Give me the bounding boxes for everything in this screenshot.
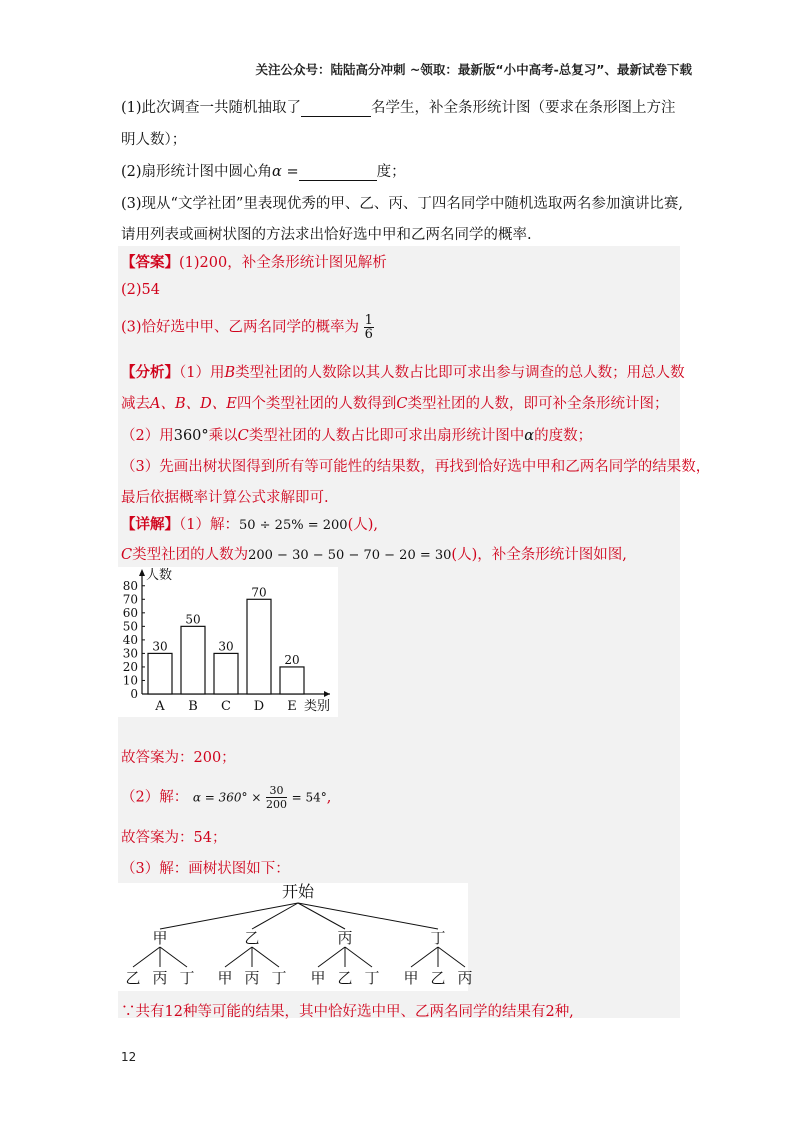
analysis-var: A、B、D、E bbox=[150, 396, 237, 412]
tree-leaf-node: 乙 bbox=[125, 969, 141, 987]
y-tick-label: 80 bbox=[122, 578, 138, 593]
detail-math: 50 ÷ 25% = 200 bbox=[238, 518, 348, 533]
tree-edge bbox=[133, 947, 160, 967]
bar-C bbox=[214, 653, 238, 694]
analysis-var: B bbox=[224, 365, 236, 381]
bar-E bbox=[280, 667, 304, 694]
question-3-cont: 请用列表或画树状图的方法求出恰好选中甲和乙两名同学的概率. bbox=[121, 227, 532, 243]
tree-root: 开始 bbox=[281, 882, 315, 901]
detail-line-5 bbox=[121, 1000, 574, 1021]
y-axis-label: 人数 bbox=[146, 568, 173, 583]
tree-leaf-node: 丙 bbox=[457, 969, 473, 987]
y-axis-arrow bbox=[139, 569, 145, 576]
x-axis-arrow bbox=[324, 691, 330, 697]
analysis-text: 类型社团的人数除以其人数占比即可求出参与调查的总人数；用总人数 bbox=[235, 365, 685, 381]
tree-leaf-node: 丙 bbox=[244, 969, 260, 987]
tree-level1-node: 丙 bbox=[337, 929, 353, 947]
y-tick-label: 10 bbox=[122, 673, 138, 688]
page-header: 关注公众号：陆陆高分冲刺 ~领取：最新版“小中高考-总复习”、最新试卷下载 bbox=[255, 62, 692, 77]
detail-text: 类型社团的人数为 bbox=[132, 547, 249, 563]
tree-edge bbox=[345, 947, 372, 967]
y-tick-label: 60 bbox=[122, 605, 138, 620]
detail-var: C bbox=[121, 547, 133, 563]
detail-text: , bbox=[326, 789, 332, 806]
detail-line-4: （3）解：画树状图如下： bbox=[121, 861, 290, 877]
detail-math: 200 − 30 − 50 − 70 − 20 = 30 bbox=[248, 548, 452, 563]
detail-text: (人), bbox=[347, 517, 378, 533]
analysis-text: 四个类型社团的人数得到 bbox=[236, 396, 397, 412]
x-tick-label: B bbox=[188, 699, 198, 714]
fraction-denominator: 6 bbox=[364, 327, 373, 342]
q2-text-a: (2)扇形统计图中圆心角 bbox=[121, 164, 273, 180]
question-3: (3)现从“文学社团”里表现优秀的甲、乙、丙、丁四名同学中随机选取两名参加演讲比赛, bbox=[121, 196, 683, 212]
y-tick-label: 70 bbox=[122, 592, 138, 607]
answer-line-2: (2)54 bbox=[121, 282, 160, 298]
analysis-text: （1）用 bbox=[179, 365, 225, 381]
tree-level1-node: 乙 bbox=[244, 929, 260, 947]
detail-math: α = 360° × bbox=[192, 790, 262, 805]
y-tick-label: 20 bbox=[122, 659, 138, 674]
tree-level1-node: 甲 bbox=[152, 929, 168, 947]
tree-leaf-node: 丁 bbox=[364, 969, 380, 987]
tree-leaf-node: 甲 bbox=[403, 969, 419, 987]
fraction-numerator: 1 bbox=[364, 313, 373, 328]
tree-leaf-node: 乙 bbox=[430, 969, 446, 987]
detail-number: 12 bbox=[164, 1004, 183, 1020]
bar-D bbox=[247, 599, 271, 694]
detail-fraction bbox=[266, 784, 287, 811]
answer-line-3 bbox=[121, 314, 374, 341]
angle-360: 360° bbox=[173, 428, 209, 444]
q1-text-a: (1)此次调查一共随机抽取了 bbox=[121, 100, 302, 116]
tree-edge bbox=[411, 947, 438, 967]
fraction-denominator: 200 bbox=[266, 798, 288, 811]
tree-edge bbox=[160, 903, 298, 929]
detail-label: 【详解】 bbox=[121, 516, 179, 533]
page-number: 12 bbox=[121, 1050, 137, 1064]
tree-leaf-node: 丁 bbox=[271, 969, 287, 987]
tree-edge bbox=[318, 947, 345, 967]
analysis-text: （2）用 bbox=[121, 428, 174, 444]
analysis-text: 的度数； bbox=[534, 428, 593, 444]
tree-level1-node: 丁 bbox=[430, 929, 446, 947]
detail-answer-1: 故答案为：200； bbox=[121, 750, 236, 766]
bar-chart bbox=[118, 567, 338, 717]
analysis-text: 乘以 bbox=[208, 428, 238, 444]
answer-line-1 bbox=[121, 251, 387, 272]
tree-edge bbox=[225, 947, 252, 967]
bar-B bbox=[181, 626, 205, 694]
detail-line-1 bbox=[121, 513, 378, 534]
bar-value-label: 50 bbox=[185, 612, 201, 627]
question-1-cont: 明人数）； bbox=[121, 132, 187, 148]
detail-line-3 bbox=[121, 784, 331, 811]
alpha-symbol: α bbox=[524, 428, 535, 444]
detail-text: （1）解： bbox=[179, 517, 239, 533]
q2-text-b: 度； bbox=[376, 164, 406, 180]
analysis-label: 【分析】 bbox=[121, 364, 179, 381]
tree-leaf-node: 丙 bbox=[152, 969, 168, 987]
tree-edge bbox=[160, 947, 187, 967]
analysis-text: 减去 bbox=[121, 396, 150, 412]
alpha-symbol: α bbox=[272, 164, 282, 180]
answer-1: (1)200，补全条形统计图见解析 bbox=[179, 255, 387, 271]
bar-value-label: 30 bbox=[218, 639, 234, 654]
bar-A bbox=[148, 653, 172, 694]
analysis-line-5: 最后依据概率计算公式求解即可. bbox=[121, 490, 329, 506]
tree-leaf-node: 甲 bbox=[217, 969, 233, 987]
bar-value-label: 20 bbox=[284, 652, 300, 667]
analysis-text: 类型社团的人数占比即可求出扇形统计图中 bbox=[248, 428, 525, 444]
question-1 bbox=[121, 96, 676, 117]
detail-number: 2 bbox=[545, 1004, 555, 1020]
x-tick-label: A bbox=[155, 699, 165, 714]
tree-leaf-node: 甲 bbox=[310, 969, 326, 987]
detail-text: ∵共有 bbox=[121, 1004, 165, 1020]
question-2 bbox=[121, 160, 406, 181]
tree-edge bbox=[252, 947, 279, 967]
analysis-line-3 bbox=[121, 424, 592, 445]
analysis-var: C bbox=[396, 396, 408, 412]
analysis-line-1 bbox=[121, 361, 685, 382]
analysis-line-2 bbox=[121, 392, 668, 413]
analysis-var: C bbox=[237, 428, 249, 444]
x-axis-label: 类别 bbox=[304, 699, 331, 714]
q1-text-b: 名学生，补全条形统计图（要求在条形图上方注 bbox=[371, 100, 676, 116]
tree-leaf-node: 丁 bbox=[179, 969, 195, 987]
x-tick-label: C bbox=[221, 699, 231, 714]
tree-edge bbox=[438, 947, 465, 967]
detail-math: = 54° bbox=[291, 790, 327, 805]
analysis-text: 类型社团的人数，即可补全条形统计图； bbox=[407, 396, 669, 412]
q2-equals: = bbox=[281, 164, 299, 180]
answer-3: (3)恰好选中甲、乙两名同学的概率为 bbox=[121, 319, 360, 336]
x-tick-label: D bbox=[253, 699, 265, 714]
answer-blank-2 bbox=[299, 164, 377, 181]
detail-text: 种, bbox=[554, 1004, 574, 1020]
bar-value-label: 70 bbox=[251, 585, 267, 600]
detail-line-2 bbox=[121, 543, 627, 564]
answer-fraction bbox=[364, 314, 374, 341]
detail-text: 种等可能的结果，其中恰好选中甲、乙两名同学的结果有 bbox=[182, 1004, 546, 1020]
y-tick-label: 0 bbox=[130, 687, 138, 701]
y-tick-label: 40 bbox=[122, 632, 138, 647]
analysis-line-4: （3）先画出树状图得到所有等可能性的结果数，再找到恰好选中甲和乙两名同学的结果数， bbox=[121, 459, 711, 475]
tree-diagram bbox=[118, 882, 473, 991]
answer-blank-1 bbox=[301, 100, 371, 117]
y-tick-label: 30 bbox=[122, 646, 138, 661]
fraction-numerator: 30 bbox=[266, 784, 287, 798]
bar-value-label: 30 bbox=[152, 639, 168, 654]
answer-label: 【答案】 bbox=[121, 254, 179, 271]
y-tick-label: 50 bbox=[122, 619, 138, 634]
tree-edge bbox=[298, 903, 438, 929]
tree-leaf-node: 乙 bbox=[337, 969, 353, 987]
x-tick-label: E bbox=[287, 699, 297, 714]
detail-answer-2: 故答案为：54； bbox=[121, 830, 227, 846]
detail-text: (人)，补全条形统计图如图, bbox=[451, 547, 627, 563]
detail-text: （2）解： bbox=[121, 789, 189, 806]
